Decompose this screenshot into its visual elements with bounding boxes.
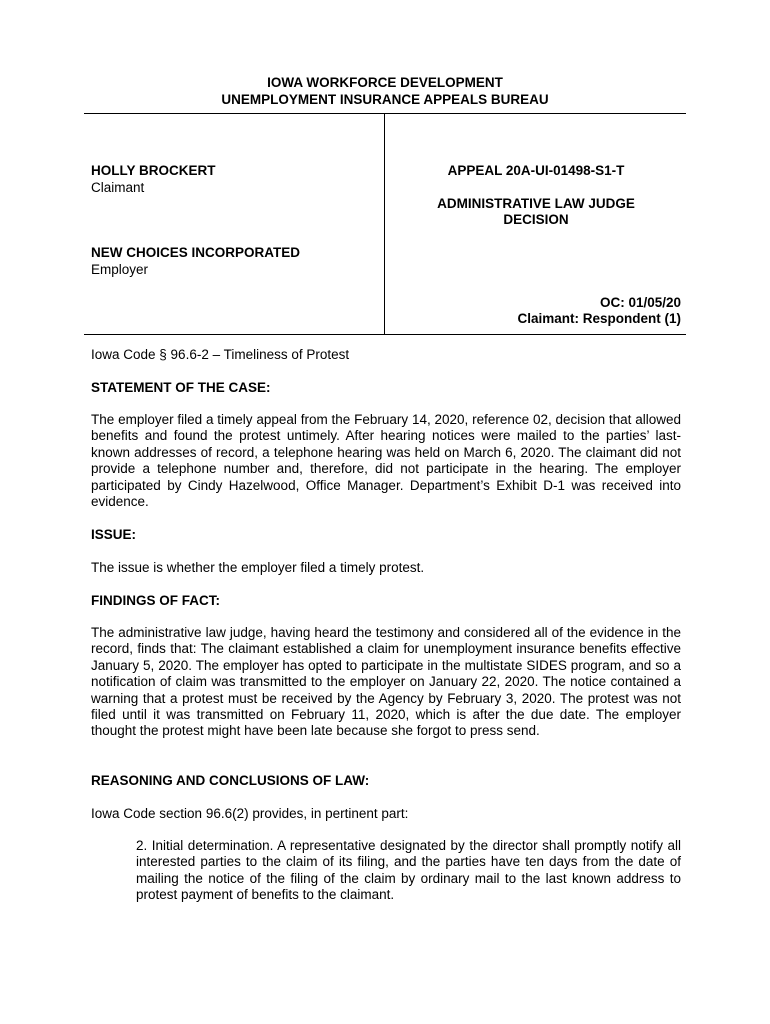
findings-text: The administrative law judge, having heard the testimony and considered all of the evidence in the record, finds that: The claimant established a claim for unemployment insurance benefits effective January 5, 2020. The employer has opted to participate in the multistate SIDES program, and so a notification of claim was transmitted to the employer on January 22, 2020. The notice contained a warning that a protest must be received by the Agency by February 3, 2020. The protest was not filed until it was transmitted on February 11, 2020, which is after the due date. The employer thought the protest might have been late because she forgot to press send. xyxy=(91,625,681,739)
employer-role: Employer xyxy=(91,262,149,277)
reasoning-heading: REASONING AND CONCLUSIONS OF LAW: xyxy=(91,773,370,788)
claimant-status: Claimant: Respondent (1) xyxy=(517,311,681,326)
decision-title-line2: DECISION xyxy=(503,212,569,227)
caption-top-rule xyxy=(84,113,686,114)
statement-heading: STATEMENT OF THE CASE: xyxy=(91,380,271,395)
employer-name: NEW CHOICES INCORPORATED xyxy=(91,245,301,260)
findings-heading: FINDINGS OF FACT: xyxy=(91,593,220,608)
reasoning-intro: Iowa Code section 96.6(2) provides, in pertinent part: xyxy=(91,806,409,821)
statute-quote: 2. Initial determination. A representative designated by the director shall promptly notify all interested parties to the claim of its filing, and the parties have ten days from the date of mailing the notice of the filing of the claim by ordinary mail to the last known address to protest payment of benefits to the claimant. xyxy=(136,838,681,903)
statement-text: The employer filed a timely appeal from the February 14, 2020, reference 02, decision that allowed benefits and found the protest untimely. After hearing notices were mailed to the parties’ last-known addresses of record, a telephone hearing was held on March 6, 2020. The claimant did not provide a telephone number and, therefore, did not participate in the hearing. The employer participated by Cindy Hazelwood, Office Manager. Department’s Exhibit D-1 was received into evidence. xyxy=(91,412,681,510)
bureau-name: UNEMPLOYMENT INSURANCE APPEALS BUREAU xyxy=(221,92,549,107)
appeal-number: APPEAL 20A-UI-01498-S1-T xyxy=(447,163,625,178)
issue-text: The issue is whether the employer filed a timely protest. xyxy=(91,560,425,575)
caption-divider xyxy=(384,113,385,335)
code-reference: Iowa Code § 96.6-2 – Timeliness of Protest xyxy=(91,347,350,362)
claimant-role: Claimant xyxy=(91,180,145,195)
agency-name: IOWA WORKFORCE DEVELOPMENT xyxy=(267,75,503,90)
oc-date: OC: 01/05/20 xyxy=(599,295,681,310)
decision-title-line1: ADMINISTRATIVE LAW JUDGE xyxy=(437,196,635,211)
claimant-name: HOLLY BROCKERT xyxy=(91,163,216,178)
issue-heading: ISSUE: xyxy=(91,527,137,542)
caption-bottom-rule xyxy=(84,334,686,335)
